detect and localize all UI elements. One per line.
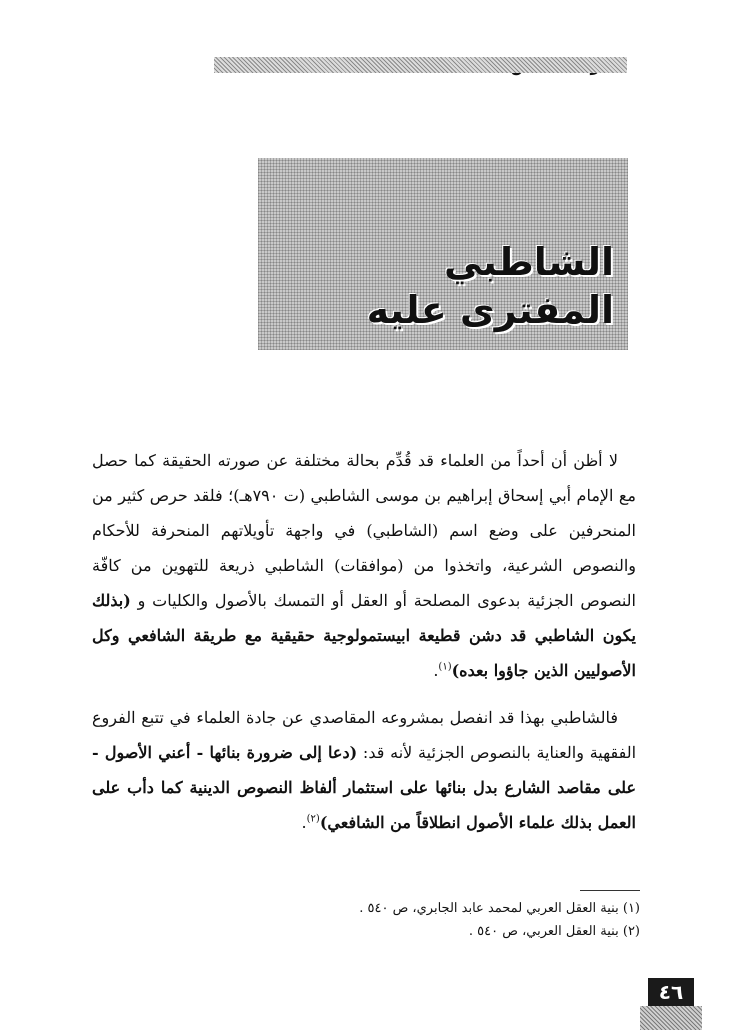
header-texture-band bbox=[214, 57, 627, 73]
chapter-title-line-2: المفترى عليه bbox=[366, 288, 614, 332]
footnote-ref-1: (١) bbox=[438, 661, 452, 673]
page-number: ٤٦ bbox=[648, 978, 694, 1006]
running-header bbox=[72, 55, 627, 77]
chapter-title-box bbox=[258, 158, 628, 350]
paragraph-1-text: لا أظن أن أحداً من العلماء قد قُدِّم بحالة مختلفة عن صورته الحقيقة كما حصل مع الإمام أبي إسحاق إبراهيم بن موسى الشاطبي (ت ٧٩٠هـ)؛ فلقد حرص كثير من المنحرفين على وضع اسم (الشاطبي) في واجهة تأويلاتهم المنحرفة للأحكام والنصوص الشرعية، واتخذوا من (موافقات) الشاطبي ذريعة للتهوين من كافّة النصوص الجزئية بدعوى المصلحة أو العقل أو التمسك بالأصول والكليات و bbox=[92, 451, 637, 610]
paragraph-1-end: . bbox=[433, 661, 439, 680]
paragraph-1-quote: (بذلك يكون الشاطبي قد دشن قطيعة ابيستمولوجية حقيقية مع طريقة الشافعي وكل الأصوليين الذين جاؤوا بعده) bbox=[92, 591, 636, 680]
chapter-title-line-1: الشاطبي bbox=[444, 240, 614, 284]
paragraph-2-text: فالشاطبي بهذا قد انفصل بمشروعه المقاصدي عن جادة العلماء في تتبع الفروع الفقهية والعناية بالنصوص الجزئية لأنه قد: bbox=[92, 708, 637, 762]
footnotes bbox=[120, 897, 640, 943]
footnote-1: (١) بنية العقل العربي لمحمد عابد الجابري، ص ٥٤٠ . bbox=[359, 901, 640, 916]
paragraph-2-end: . bbox=[301, 813, 307, 832]
body-text bbox=[92, 443, 636, 840]
footnote-divider bbox=[580, 890, 640, 891]
paragraph-2-quote: (دعا إلى ضرورة بنائها - أعني الأصول - على مقاصد الشارع بدل بنائها على استثمار ألفاظ النصوص الدينية كما دأب على العمل بذلك علماء الأصول انطلاقاً من الشافعي) bbox=[92, 743, 636, 832]
footnote-2: (٢) بنية العقل العربي، ص ٥٤٠ . bbox=[468, 924, 640, 939]
paragraph-1 bbox=[92, 443, 636, 688]
footnote-ref-2: (٢) bbox=[306, 813, 320, 825]
corner-texture bbox=[640, 1006, 702, 1030]
paragraph-2 bbox=[92, 700, 636, 840]
